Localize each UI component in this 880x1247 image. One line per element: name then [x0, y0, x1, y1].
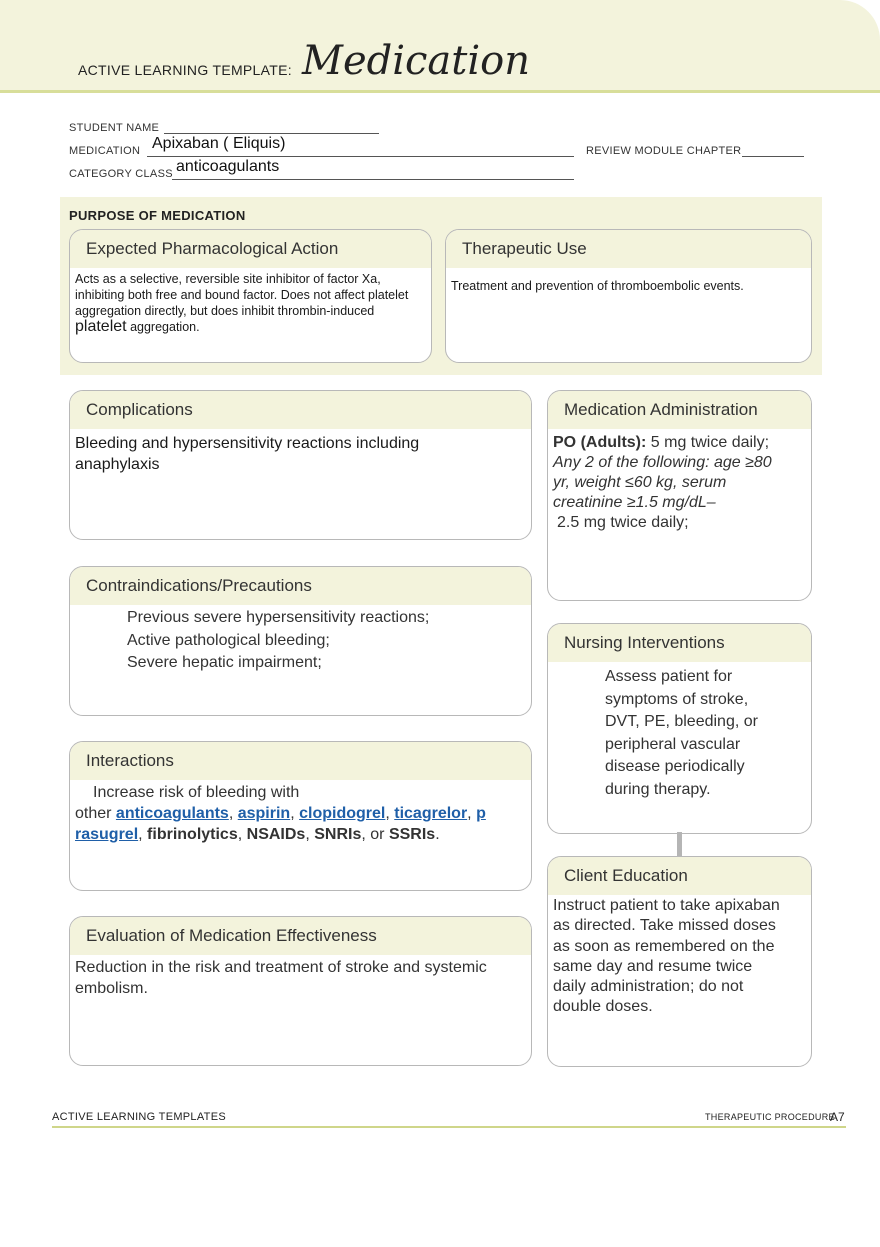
comma: ,: [467, 805, 472, 822]
expected-action-text-tail: aggregation.: [130, 320, 200, 334]
comma: ,: [305, 826, 310, 843]
list-item: during therapy.: [605, 780, 711, 798]
medication-value: Apixaban ( Eliquis): [152, 135, 286, 152]
administration-criteria: Any 2 of the following: age ≥80 yr, weight ≤60 kg, serum creatinine ≥1.5 mg/dL–: [553, 454, 772, 511]
interactions-intro: Increase risk of bleeding with: [93, 784, 300, 801]
expected-action-text-body: Acts as a selective, reversible site inhibitor of factor Xa, inhibiting both free and bound factor. Does not affect platelet aggregation directly, but does inhibit thrombin-induced: [75, 272, 409, 318]
footer-right: THERAPEUTIC PROCEDURE: [705, 1112, 835, 1122]
list-item: symptoms of stroke,: [605, 690, 749, 708]
footer-rule: [52, 1126, 846, 1128]
complications-heading: Complications: [70, 391, 531, 429]
review-module-field[interactable]: [742, 156, 804, 157]
list-item: as directed. Take missed doses: [553, 917, 776, 935]
page-number: A7: [830, 1110, 845, 1124]
comma: ,: [361, 826, 366, 843]
student-name-label: STUDENT NAME: [69, 122, 160, 134]
expected-action-text: [75, 271, 423, 335]
header-rule: [0, 90, 880, 93]
comma: ,: [237, 826, 243, 843]
list-item: same day and resume twice: [553, 957, 753, 975]
review-module-label: REVIEW MODULE CHAPTER: [586, 145, 742, 157]
complications-text: Bleeding and hypersensitivity reactions including anaphylaxis: [75, 435, 420, 473]
comma: ,: [385, 805, 390, 822]
evaluation-heading: Evaluation of Medication Effectiveness: [70, 917, 531, 955]
drug-nsaids: NSAIDs: [246, 826, 306, 843]
category-class-field[interactable]: [172, 179, 574, 180]
administration-dose: 5 mg twice daily;: [650, 434, 770, 451]
nursing-box: [547, 623, 812, 834]
purpose-title: PURPOSE OF MEDICATION: [69, 208, 246, 223]
list-item: Instruct patient to take apixaban: [553, 897, 780, 914]
list-item: Active pathological bleeding;: [127, 631, 330, 649]
comma: ,: [228, 805, 234, 822]
administration-box: [547, 390, 812, 601]
drug-link-anticoagulants[interactable]: anticoagulants: [115, 805, 229, 822]
drug-ssris: SSRIs: [388, 826, 436, 843]
administration-reduced-dose: 2.5 mg twice daily;: [557, 514, 689, 531]
client-education-list: [553, 896, 803, 1018]
student-name-field[interactable]: [164, 133, 379, 134]
list-item: daily administration; do not: [553, 978, 744, 996]
list-item: as soon as remembered on the: [553, 937, 775, 955]
list-item: Assess patient for: [605, 668, 733, 685]
comma: ,: [290, 805, 295, 822]
interactions-other: other: [75, 805, 112, 822]
evaluation-box: [69, 916, 532, 1066]
category-class-label: CATEGORY CLASS: [69, 168, 173, 180]
category-class-value: anticoagulants: [176, 158, 280, 175]
interactions-heading: Interactions: [70, 742, 531, 780]
drug-link-clopidogrel[interactable]: clopidogrel: [299, 805, 386, 822]
evaluation-text: Reduction in the risk and treatment of stroke and systemic embolism.: [75, 959, 487, 997]
list-item: disease periodically: [605, 758, 745, 775]
connector-line: [677, 832, 682, 858]
footer-left: ACTIVE LEARNING TEMPLATES: [52, 1111, 226, 1123]
drug-link-ticagrelor[interactable]: ticagrelor: [394, 805, 468, 822]
nursing-heading: Nursing Interventions: [548, 624, 811, 662]
expected-action-text-platelet: platelet: [75, 318, 127, 335]
client-education-box: [547, 856, 812, 1067]
drug-fibrinolytics: fibrinolytics: [147, 826, 238, 843]
drug-snris: SNRIs: [314, 826, 362, 843]
administration-heading: Medication Administration: [548, 391, 811, 429]
interactions-box: [69, 741, 532, 891]
therapeutic-use-heading: Therapeutic Use: [446, 230, 811, 268]
therapeutic-use-box: [445, 229, 812, 363]
list-item: peripheral vascular: [605, 735, 741, 753]
therapeutic-use-text: Treatment and prevention of thromboembolic events.: [451, 279, 744, 293]
list-item: Previous severe hypersensitivity reactions;: [127, 609, 430, 626]
complications-box: [69, 390, 532, 540]
nursing-list: [605, 666, 803, 801]
expected-action-heading: Expected Pharmacological Action: [70, 230, 431, 268]
list-item: DVT, PE, bleeding, or: [605, 713, 758, 730]
contraindications-box: [69, 566, 532, 716]
period: .: [435, 826, 440, 843]
medication-field[interactable]: [147, 156, 574, 157]
medication-label: MEDICATION: [69, 145, 141, 157]
contraindications-heading: Contraindications/Precautions: [70, 567, 531, 605]
contraindications-list: [127, 607, 523, 675]
drug-link-prasugrel-part1[interactable]: p: [476, 805, 486, 822]
page-title: Medication: [302, 38, 530, 84]
interactions-text: [75, 782, 520, 845]
expected-action-box: [69, 229, 432, 363]
template-label: ACTIVE LEARNING TEMPLATE:: [78, 62, 292, 78]
list-item: double doses.: [553, 998, 653, 1016]
drug-link-aspirin[interactable]: aspirin: [237, 805, 291, 822]
interactions-or: or: [370, 826, 385, 843]
drug-link-prasugrel-part2[interactable]: rasugrel: [75, 826, 139, 843]
comma: ,: [138, 826, 143, 843]
list-item: Severe hepatic impairment;: [127, 654, 322, 671]
client-education-heading: Client Education: [548, 857, 811, 895]
administration-text: [553, 433, 793, 533]
administration-route: PO (Adults):: [553, 434, 647, 451]
